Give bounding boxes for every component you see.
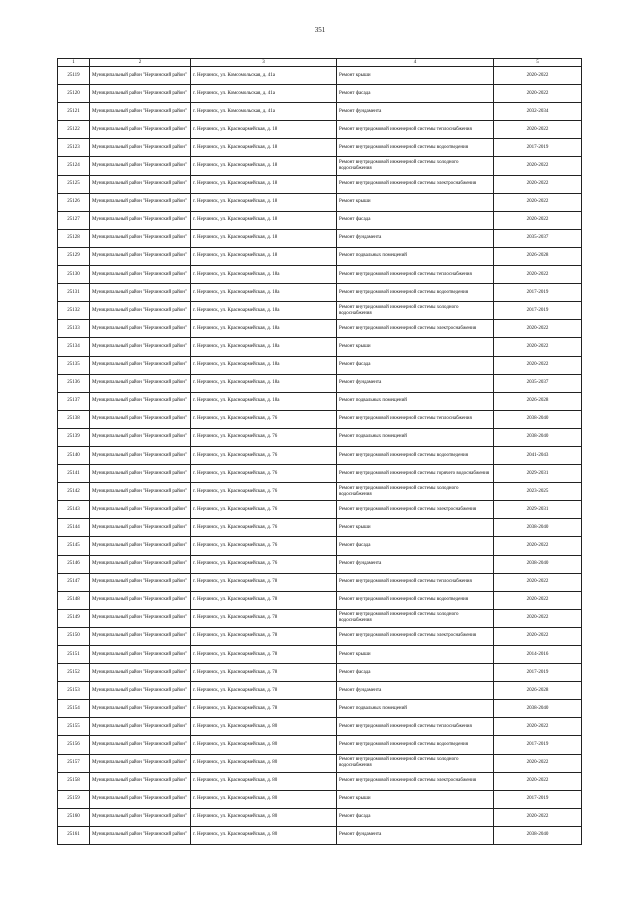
address-cell: г. Нерчинск, ул. Красноармейская, д. 18а bbox=[191, 284, 337, 302]
period-cell: 2026-2028 bbox=[494, 392, 582, 410]
row-number-cell: 25148 bbox=[58, 591, 90, 609]
table-row bbox=[58, 754, 582, 772]
period-cell: 2017-2019 bbox=[494, 284, 582, 302]
period-cell: 2032-2034 bbox=[494, 103, 582, 121]
row-number-cell: 25157 bbox=[58, 754, 90, 772]
table-row bbox=[58, 392, 582, 410]
row-number-cell: 25156 bbox=[58, 736, 90, 754]
municipality-cell: Муниципальный район "Нерчинский район" bbox=[90, 465, 191, 483]
period-cell: 2020-2022 bbox=[494, 772, 582, 790]
row-number-cell: 25154 bbox=[58, 700, 90, 718]
work-type-cell: Ремонт крыши bbox=[337, 193, 494, 211]
row-number-cell: 25121 bbox=[58, 103, 90, 121]
row-number-cell: 25151 bbox=[58, 646, 90, 664]
table-row bbox=[58, 573, 582, 591]
table-row bbox=[58, 428, 582, 446]
municipality-cell: Муниципальный район "Нерчинский район" bbox=[90, 682, 191, 700]
column-header-4: 4 bbox=[337, 59, 494, 67]
work-type-cell: Ремонт крыши bbox=[337, 646, 494, 664]
table-row bbox=[58, 410, 582, 428]
table-body bbox=[58, 67, 582, 845]
row-number-cell: 25147 bbox=[58, 573, 90, 591]
address-cell: г. Нерчинск, ул. Красноармейская, д. 18 bbox=[191, 229, 337, 247]
work-type-cell: Ремонт подвальных помещений bbox=[337, 428, 494, 446]
table-row bbox=[58, 284, 582, 302]
work-type-cell: Ремонт фасада bbox=[337, 664, 494, 682]
municipality-cell: Муниципальный район "Нерчинский район" bbox=[90, 772, 191, 790]
municipality-cell: Муниципальный район "Нерчинский район" bbox=[90, 356, 191, 374]
table-row bbox=[58, 483, 582, 501]
municipality-cell: Муниципальный район "Нерчинский район" bbox=[90, 790, 191, 808]
address-cell: г. Нерчинск, ул. Красноармейская, д. 18а bbox=[191, 338, 337, 356]
row-number-cell: 25141 bbox=[58, 465, 90, 483]
row-number-cell: 25133 bbox=[58, 320, 90, 338]
address-cell: г. Нерчинск, ул. Красноармейская, д. 76 bbox=[191, 555, 337, 573]
work-type-cell: Ремонт внутридомовой инженерной системы электроснабжения bbox=[337, 501, 494, 519]
municipality-cell: Муниципальный район "Нерчинский район" bbox=[90, 664, 191, 682]
period-cell: 2020-2022 bbox=[494, 121, 582, 139]
work-type-cell: Ремонт внутридомовой инженерной системы электроснабжения bbox=[337, 320, 494, 338]
municipality-cell: Муниципальный район "Нерчинский район" bbox=[90, 483, 191, 501]
table-row bbox=[58, 121, 582, 139]
work-type-cell: Ремонт крыши bbox=[337, 519, 494, 537]
work-type-cell: Ремонт фундамента bbox=[337, 374, 494, 392]
municipality-cell: Муниципальный район "Нерчинский район" bbox=[90, 229, 191, 247]
row-number-cell: 25130 bbox=[58, 266, 90, 284]
address-cell: г. Нерчинск, ул. Красноармейская, д. 80 bbox=[191, 772, 337, 790]
row-number-cell: 25143 bbox=[58, 501, 90, 519]
row-number-cell: 25153 bbox=[58, 682, 90, 700]
work-type-cell: Ремонт фундамента bbox=[337, 229, 494, 247]
row-number-cell: 25126 bbox=[58, 193, 90, 211]
table-row bbox=[58, 446, 582, 464]
address-cell: г. Нерчинск, ул. Комсомольская, д. 41а bbox=[191, 67, 337, 85]
municipality-cell: Муниципальный район "Нерчинский район" bbox=[90, 284, 191, 302]
table-row bbox=[58, 175, 582, 193]
work-type-cell: Ремонт фасада bbox=[337, 356, 494, 374]
row-number-cell: 25122 bbox=[58, 121, 90, 139]
work-type-cell: Ремонт внутридомовой инженерной системы водоотведения bbox=[337, 736, 494, 754]
period-cell: 2020-2022 bbox=[494, 193, 582, 211]
work-type-cell: Ремонт внутридомовой инженерной системы водоотведения bbox=[337, 446, 494, 464]
period-cell: 2020-2022 bbox=[494, 537, 582, 555]
row-number-cell: 25120 bbox=[58, 85, 90, 103]
work-type-cell: Ремонт внутридомовой инженерной системы холодного водоснабжения bbox=[337, 302, 494, 320]
page-number: 351 bbox=[314, 26, 326, 34]
address-cell: г. Нерчинск, ул. Красноармейская, д. 18 bbox=[191, 211, 337, 229]
row-number-cell: 25146 bbox=[58, 555, 90, 573]
municipality-cell: Муниципальный район "Нерчинский район" bbox=[90, 85, 191, 103]
work-type-cell: Ремонт внутридомовой инженерной системы водоотведения bbox=[337, 284, 494, 302]
municipality-cell: Муниципальный район "Нерчинский район" bbox=[90, 67, 191, 85]
row-number-cell: 25132 bbox=[58, 302, 90, 320]
period-cell: 2029-2031 bbox=[494, 465, 582, 483]
row-number-cell: 25129 bbox=[58, 247, 90, 265]
table-row bbox=[58, 157, 582, 175]
address-cell: г. Нерчинск, ул. Красноармейская, д. 78 bbox=[191, 591, 337, 609]
work-type-cell: Ремонт внутридомовой инженерной системы электроснабжения bbox=[337, 627, 494, 645]
period-cell: 2023-2025 bbox=[494, 483, 582, 501]
row-number-cell: 25131 bbox=[58, 284, 90, 302]
work-type-cell: Ремонт внутридомовой инженерной системы водоотведения bbox=[337, 139, 494, 157]
work-type-cell: Ремонт фундамента bbox=[337, 826, 494, 844]
municipality-cell: Муниципальный район "Нерчинский район" bbox=[90, 573, 191, 591]
table-row bbox=[58, 591, 582, 609]
period-cell: 2020-2022 bbox=[494, 356, 582, 374]
period-cell: 2020-2022 bbox=[494, 754, 582, 772]
work-type-cell: Ремонт внутридомовой инженерной системы электроснабжения bbox=[337, 772, 494, 790]
work-type-cell: Ремонт фасада bbox=[337, 85, 494, 103]
column-header-1: 1 bbox=[58, 59, 90, 67]
table-row bbox=[58, 627, 582, 645]
period-cell: 2020-2022 bbox=[494, 266, 582, 284]
address-cell: г. Нерчинск, ул. Красноармейская, д. 76 bbox=[191, 428, 337, 446]
table-row bbox=[58, 682, 582, 700]
table-row bbox=[58, 808, 582, 826]
period-cell: 2020-2022 bbox=[494, 808, 582, 826]
period-cell: 2038-2040 bbox=[494, 519, 582, 537]
municipality-cell: Муниципальный район "Нерчинский район" bbox=[90, 826, 191, 844]
municipality-cell: Муниципальный район "Нерчинский район" bbox=[90, 555, 191, 573]
address-cell: г. Нерчинск, ул. Красноармейская, д. 76 bbox=[191, 501, 337, 519]
column-header-3: 3 bbox=[191, 59, 337, 67]
address-cell: г. Нерчинск, ул. Красноармейская, д. 18а bbox=[191, 374, 337, 392]
table-row bbox=[58, 718, 582, 736]
row-number-cell: 25125 bbox=[58, 175, 90, 193]
period-cell: 2020-2022 bbox=[494, 67, 582, 85]
period-cell: 2020-2022 bbox=[494, 320, 582, 338]
table-row bbox=[58, 609, 582, 627]
period-cell: 2035-2037 bbox=[494, 229, 582, 247]
municipality-cell: Муниципальный район "Нерчинский район" bbox=[90, 374, 191, 392]
address-cell: г. Нерчинск, ул. Красноармейская, д. 18 bbox=[191, 157, 337, 175]
table-row bbox=[58, 700, 582, 718]
column-header-2: 2 bbox=[90, 59, 191, 67]
municipality-cell: Муниципальный район "Нерчинский район" bbox=[90, 211, 191, 229]
table-row bbox=[58, 302, 582, 320]
work-type-cell: Ремонт внутридомовой инженерной системы теплоснабжения bbox=[337, 266, 494, 284]
period-cell: 2020-2022 bbox=[494, 718, 582, 736]
address-cell: г. Нерчинск, ул. Красноармейская, д. 18 bbox=[191, 193, 337, 211]
row-number-cell: 25134 bbox=[58, 338, 90, 356]
repair-schedule-table bbox=[57, 58, 582, 845]
period-cell: 2038-2040 bbox=[494, 555, 582, 573]
address-cell: г. Нерчинск, ул. Красноармейская, д. 78 bbox=[191, 700, 337, 718]
row-number-cell: 25136 bbox=[58, 374, 90, 392]
work-type-cell: Ремонт подвальных помещений bbox=[337, 700, 494, 718]
address-cell: г. Нерчинск, ул. Красноармейская, д. 18 bbox=[191, 247, 337, 265]
work-type-cell: Ремонт подвальных помещений bbox=[337, 247, 494, 265]
address-cell: г. Нерчинск, ул. Красноармейская, д. 80 bbox=[191, 736, 337, 754]
address-cell: г. Нерчинск, ул. Комсомольская, д. 41а bbox=[191, 103, 337, 121]
work-type-cell: Ремонт внутридомовой инженерной системы холодного водоснабжения bbox=[337, 754, 494, 772]
table-row bbox=[58, 519, 582, 537]
row-number-cell: 25127 bbox=[58, 211, 90, 229]
period-cell: 2041-2043 bbox=[494, 446, 582, 464]
address-cell: г. Нерчинск, ул. Комсомольская, д. 41а bbox=[191, 85, 337, 103]
municipality-cell: Муниципальный район "Нерчинский район" bbox=[90, 139, 191, 157]
period-cell: 2020-2022 bbox=[494, 609, 582, 627]
period-cell: 2020-2022 bbox=[494, 175, 582, 193]
municipality-cell: Муниципальный район "Нерчинский район" bbox=[90, 718, 191, 736]
period-cell: 2017-2019 bbox=[494, 139, 582, 157]
address-cell: г. Нерчинск, ул. Красноармейская, д. 76 bbox=[191, 519, 337, 537]
municipality-cell: Муниципальный район "Нерчинский район" bbox=[90, 754, 191, 772]
row-number-cell: 25159 bbox=[58, 790, 90, 808]
work-type-cell: Ремонт внутридомовой инженерной системы электроснабжения bbox=[337, 175, 494, 193]
table-row bbox=[58, 338, 582, 356]
address-cell: г. Нерчинск, ул. Красноармейская, д. 76 bbox=[191, 537, 337, 555]
address-cell: г. Нерчинск, ул. Красноармейская, д. 76 bbox=[191, 465, 337, 483]
address-cell: г. Нерчинск, ул. Красноармейская, д. 80 bbox=[191, 718, 337, 736]
period-cell: 2038-2040 bbox=[494, 428, 582, 446]
table-row bbox=[58, 266, 582, 284]
period-cell: 2020-2022 bbox=[494, 85, 582, 103]
address-cell: г. Нерчинск, ул. Красноармейская, д. 78 bbox=[191, 609, 337, 627]
municipality-cell: Муниципальный район "Нерчинский район" bbox=[90, 519, 191, 537]
work-type-cell: Ремонт фасада bbox=[337, 808, 494, 826]
municipality-cell: Муниципальный район "Нерчинский район" bbox=[90, 428, 191, 446]
address-cell: г. Нерчинск, ул. Красноармейская, д. 18а bbox=[191, 266, 337, 284]
table-row bbox=[58, 736, 582, 754]
period-cell: 2020-2022 bbox=[494, 627, 582, 645]
municipality-cell: Муниципальный район "Нерчинский район" bbox=[90, 646, 191, 664]
municipality-cell: Муниципальный район "Нерчинский район" bbox=[90, 537, 191, 555]
row-number-cell: 25135 bbox=[58, 356, 90, 374]
table-row bbox=[58, 229, 582, 247]
address-cell: г. Нерчинск, ул. Красноармейская, д. 18а bbox=[191, 356, 337, 374]
address-cell: г. Нерчинск, ул. Красноармейская, д. 18 bbox=[191, 175, 337, 193]
work-type-cell: Ремонт внутридомовой инженерной системы холодного водоснабжения bbox=[337, 157, 494, 175]
work-type-cell: Ремонт крыши bbox=[337, 338, 494, 356]
address-cell: г. Нерчинск, ул. Красноармейская, д. 76 bbox=[191, 410, 337, 428]
period-cell: 2017-2019 bbox=[494, 790, 582, 808]
municipality-cell: Муниципальный район "Нерчинский район" bbox=[90, 247, 191, 265]
municipality-cell: Муниципальный район "Нерчинский район" bbox=[90, 193, 191, 211]
municipality-cell: Муниципальный район "Нерчинский район" bbox=[90, 266, 191, 284]
municipality-cell: Муниципальный район "Нерчинский район" bbox=[90, 392, 191, 410]
address-cell: г. Нерчинск, ул. Красноармейская, д. 76 bbox=[191, 483, 337, 501]
work-type-cell: Ремонт фундамента bbox=[337, 103, 494, 121]
address-cell: г. Нерчинск, ул. Красноармейская, д. 18а bbox=[191, 392, 337, 410]
table-row bbox=[58, 139, 582, 157]
row-number-cell: 25158 bbox=[58, 772, 90, 790]
address-cell: г. Нерчинск, ул. Красноармейская, д. 78 bbox=[191, 664, 337, 682]
work-type-cell: Ремонт внутридомовой инженерной системы холодного водоснабжения bbox=[337, 483, 494, 501]
address-cell: г. Нерчинск, ул. Красноармейская, д. 78 bbox=[191, 573, 337, 591]
municipality-cell: Муниципальный район "Нерчинский район" bbox=[90, 501, 191, 519]
row-number-cell: 25155 bbox=[58, 718, 90, 736]
row-number-cell: 25149 bbox=[58, 609, 90, 627]
table-header bbox=[58, 59, 582, 67]
row-number-cell: 25160 bbox=[58, 808, 90, 826]
table-row bbox=[58, 537, 582, 555]
municipality-cell: Муниципальный район "Нерчинский район" bbox=[90, 591, 191, 609]
period-cell: 2020-2022 bbox=[494, 573, 582, 591]
period-cell: 2014-2016 bbox=[494, 646, 582, 664]
row-number-cell: 25145 bbox=[58, 537, 90, 555]
period-cell: 2038-2040 bbox=[494, 700, 582, 718]
work-type-cell: Ремонт внутридомовой инженерной системы горячего водоснабжения bbox=[337, 465, 494, 483]
row-number-cell: 25161 bbox=[58, 826, 90, 844]
row-number-cell: 25140 bbox=[58, 446, 90, 464]
period-cell: 2035-2037 bbox=[494, 374, 582, 392]
table-row bbox=[58, 646, 582, 664]
municipality-cell: Муниципальный район "Нерчинский район" bbox=[90, 609, 191, 627]
work-type-cell: Ремонт фасада bbox=[337, 211, 494, 229]
period-cell: 2017-2019 bbox=[494, 302, 582, 320]
table-row bbox=[58, 211, 582, 229]
table-row bbox=[58, 772, 582, 790]
period-cell: 2017-2019 bbox=[494, 664, 582, 682]
municipality-cell: Муниципальный район "Нерчинский район" bbox=[90, 175, 191, 193]
municipality-cell: Муниципальный район "Нерчинский район" bbox=[90, 410, 191, 428]
municipality-cell: Муниципальный район "Нерчинский район" bbox=[90, 121, 191, 139]
municipality-cell: Муниципальный район "Нерчинский район" bbox=[90, 700, 191, 718]
table-row bbox=[58, 193, 582, 211]
address-cell: г. Нерчинск, ул. Красноармейская, д. 80 bbox=[191, 826, 337, 844]
table-row bbox=[58, 790, 582, 808]
municipality-cell: Муниципальный район "Нерчинский район" bbox=[90, 627, 191, 645]
municipality-cell: Муниципальный район "Нерчинский район" bbox=[90, 157, 191, 175]
row-number-cell: 25128 bbox=[58, 229, 90, 247]
row-number-cell: 25124 bbox=[58, 157, 90, 175]
address-cell: г. Нерчинск, ул. Красноармейская, д. 78 bbox=[191, 627, 337, 645]
table-row bbox=[58, 374, 582, 392]
work-type-cell: Ремонт фундамента bbox=[337, 682, 494, 700]
row-number-cell: 25123 bbox=[58, 139, 90, 157]
municipality-cell: Муниципальный район "Нерчинский район" bbox=[90, 736, 191, 754]
municipality-cell: Муниципальный район "Нерчинский район" bbox=[90, 338, 191, 356]
address-cell: г. Нерчинск, ул. Красноармейская, д. 18а bbox=[191, 302, 337, 320]
municipality-cell: Муниципальный район "Нерчинский район" bbox=[90, 808, 191, 826]
row-number-cell: 25150 bbox=[58, 627, 90, 645]
municipality-cell: Муниципальный район "Нерчинский район" bbox=[90, 446, 191, 464]
table-row bbox=[58, 826, 582, 844]
period-cell: 2038-2040 bbox=[494, 410, 582, 428]
row-number-cell: 25119 bbox=[58, 67, 90, 85]
table-row bbox=[58, 465, 582, 483]
work-type-cell: Ремонт внутридомовой инженерной системы водоотведения bbox=[337, 591, 494, 609]
municipality-cell: Муниципальный район "Нерчинский район" bbox=[90, 320, 191, 338]
address-cell: г. Нерчинск, ул. Красноармейская, д. 18 bbox=[191, 121, 337, 139]
municipality-cell: Муниципальный район "Нерчинский район" bbox=[90, 103, 191, 121]
work-type-cell: Ремонт внутридомовой инженерной системы теплоснабжения bbox=[337, 718, 494, 736]
work-type-cell: Ремонт крыши bbox=[337, 790, 494, 808]
work-type-cell: Ремонт подвальных помещений bbox=[337, 392, 494, 410]
table-row bbox=[58, 67, 582, 85]
address-cell: г. Нерчинск, ул. Красноармейская, д. 80 bbox=[191, 808, 337, 826]
row-number-cell: 25144 bbox=[58, 519, 90, 537]
table-row bbox=[58, 103, 582, 121]
header-row bbox=[58, 59, 582, 67]
period-cell: 2026-2028 bbox=[494, 682, 582, 700]
work-type-cell: Ремонт внутридомовой инженерной системы теплоснабжения bbox=[337, 410, 494, 428]
address-cell: г. Нерчинск, ул. Красноармейская, д. 76 bbox=[191, 446, 337, 464]
period-cell: 2020-2022 bbox=[494, 591, 582, 609]
address-cell: г. Нерчинск, ул. Красноармейская, д. 18 bbox=[191, 139, 337, 157]
table-row bbox=[58, 501, 582, 519]
address-cell: г. Нерчинск, ул. Красноармейская, д. 18а bbox=[191, 320, 337, 338]
work-type-cell: Ремонт фундамента bbox=[337, 555, 494, 573]
work-type-cell: Ремонт внутридомовой инженерной системы холодного водоснабжения bbox=[337, 609, 494, 627]
period-cell: 2029-2031 bbox=[494, 501, 582, 519]
table-row bbox=[58, 356, 582, 374]
period-cell: 2020-2022 bbox=[494, 211, 582, 229]
period-cell: 2017-2019 bbox=[494, 736, 582, 754]
period-cell: 2020-2022 bbox=[494, 338, 582, 356]
table-row bbox=[58, 85, 582, 103]
period-cell: 2026-2028 bbox=[494, 247, 582, 265]
row-number-cell: 25138 bbox=[58, 410, 90, 428]
work-type-cell: Ремонт фасада bbox=[337, 537, 494, 555]
table-row bbox=[58, 664, 582, 682]
work-type-cell: Ремонт внутридомовой инженерной системы теплоснабжения bbox=[337, 573, 494, 591]
period-cell: 2038-2040 bbox=[494, 826, 582, 844]
work-type-cell: Ремонт крыши bbox=[337, 67, 494, 85]
address-cell: г. Нерчинск, ул. Красноармейская, д. 80 bbox=[191, 790, 337, 808]
row-number-cell: 25137 bbox=[58, 392, 90, 410]
row-number-cell: 25152 bbox=[58, 664, 90, 682]
address-cell: г. Нерчинск, ул. Красноармейская, д. 78 bbox=[191, 646, 337, 664]
row-number-cell: 25139 bbox=[58, 428, 90, 446]
period-cell: 2020-2022 bbox=[494, 157, 582, 175]
work-type-cell: Ремонт внутридомовой инженерной системы теплоснабжения bbox=[337, 121, 494, 139]
table-row bbox=[58, 555, 582, 573]
column-header-5: 5 bbox=[494, 59, 582, 67]
municipality-cell: Муниципальный район "Нерчинский район" bbox=[90, 302, 191, 320]
address-cell: г. Нерчинск, ул. Красноармейская, д. 80 bbox=[191, 754, 337, 772]
row-number-cell: 25142 bbox=[58, 483, 90, 501]
table-row bbox=[58, 320, 582, 338]
address-cell: г. Нерчинск, ул. Красноармейская, д. 78 bbox=[191, 682, 337, 700]
table-row bbox=[58, 247, 582, 265]
